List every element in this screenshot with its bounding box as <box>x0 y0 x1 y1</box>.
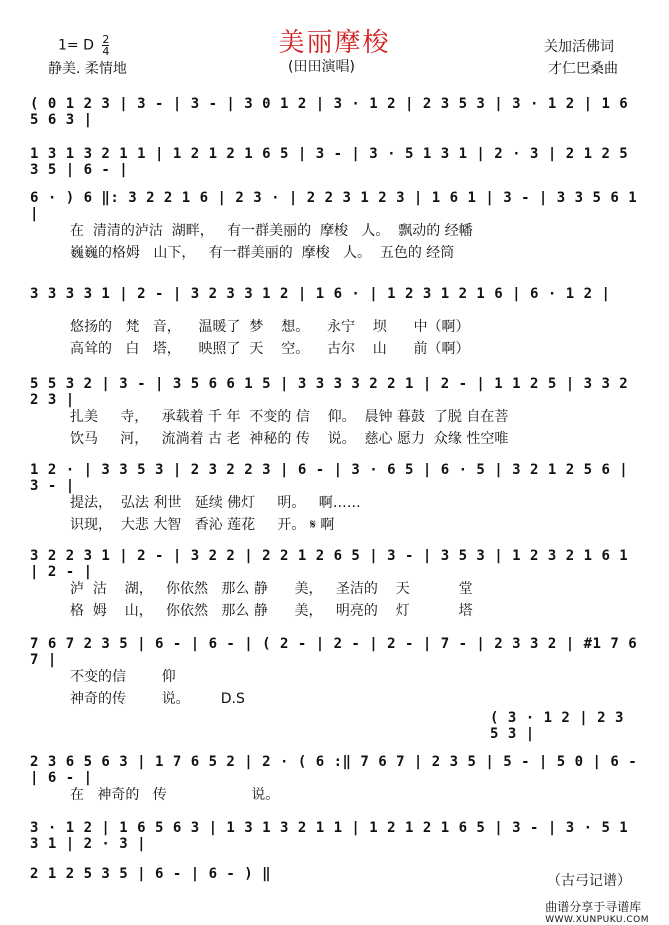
lyric-line: 提法， 弘法 利世 延续 佛灯 明。 啊…… <box>70 495 361 511</box>
lyric-line: 格 姆 山， 你依然 那么 静 美， 明亮的 灯 塔 <box>70 603 473 619</box>
notation-row: ( 3 · 1 2 | 2 3 5 3 | <box>490 710 624 742</box>
lyric-line: 悠扬的 梵 音， 温暖了 梦 想。 永宁 坝 中（啊） <box>70 319 470 335</box>
lyric-line: 神奇的传 说。 D.S <box>70 691 245 707</box>
lyric-line: 巍巍的格姆 山下， 有一群美丽的 摩梭 人。 五色的 经筒 <box>70 245 455 261</box>
lyric-line: 扎美 寺， 承载着 千 年 不变的 信 仰。 晨钟 暮鼓 了脱 自在菩 <box>70 409 509 425</box>
lyric-line: 在 清清的泸沽 湖畔， 有一群美丽的 摩梭 人。 飘动的 经幡 <box>70 223 473 239</box>
lyricist-credit: 关加活佛词 <box>544 39 614 55</box>
notation-row: 5 5 3 2 | 3 - | 3 5 6 6 1 5 | 3 3 3 3 2 2 1 | 2 - | 1 1 2 5 | 3 3 2 2 3 | <box>30 376 629 408</box>
song-title: 美丽摩梭 <box>278 28 391 58</box>
notation-row: 3 2 2 3 1 | 2 - | 3 2 2 | 2 2 1 2 6 5 | 3 - | 3 5 3 | 1 2 3 2 1 6 1 | 2 - | <box>30 548 629 580</box>
lyric-line: 识现， 大悲 大智 香沁 莲花 开。 𝄋 啊 <box>70 517 335 533</box>
lyric-line: 不变的信 仰 <box>70 669 176 685</box>
lyric-line: 在 神奇的 传 说。 <box>70 787 280 803</box>
notation-row: 3 3 3 3 1 | 2 - | 3 2 3 3 1 2 | 1 6 · | 1 2 3 1 2 1 6 | 6 · 1 2 | <box>30 286 611 302</box>
time-signature: $\frac{2}{4}$ <box>102 33 110 58</box>
lyric-line: 泸 沽 湖， 你依然 那么 静 美， 圣洁的 天 堂 <box>70 581 473 597</box>
notation-row: ( 0 1 2 3 | 3 - | 3 - | 3 0 1 2 | 3 · 1 2 | 2 3 5 3 | 3 · 1 2 | 1 6 5 6 3 | <box>30 96 629 128</box>
notation-row: 2 3 6 5 6 3 | 1 7 6 5 2 | 2 · ( 6 :‖ 7 6 7 | 2 3 5 | 5 - | 5 0 | 6 - | 6 - | <box>30 754 638 786</box>
notation-row: 3 · 1 2 | 1 6 5 6 3 | 1 3 1 3 2 1 1 | 1 2 1 2 1 6 5 | 3 - | 3 · 5 1 3 1 | 2 · 3 | <box>30 820 629 852</box>
lyric-line: 高耸的 白 塔， 映照了 天 空。 古尔 山 前（啊） <box>70 341 470 357</box>
singer-credit: (田田演唱) <box>288 59 355 75</box>
notation-row: 1 3 1 3 2 1 1 | 1 2 1 2 1 6 5 | 3 - | 3 · 5 1 3 1 | 2 · 3 | 2 1 2 5 3 5 | 6 - | <box>30 146 629 178</box>
transcriber-note: （古弓记谱） <box>547 873 631 889</box>
lyric-line: 饮马 河， 流淌着 古 老 神秘的 传 说。 慈心 愿力 众缘 性空唯 <box>70 431 509 447</box>
notation-row: 1 2 · | 3 3 5 3 | 2 3 2 2 3 | 6 - | 3 · 6 5 | 6 · 5 | 3 2 1 2 5 6 | 3 - | <box>30 462 629 494</box>
site-credit: 曲谱分享于寻谱库 WWW.XUNPUKU.COM <box>545 900 649 925</box>
mood-marking: 静美. 柔情地 <box>48 61 127 77</box>
key-signature: 1= D $\frac{2}{4}$ <box>58 33 110 58</box>
notation-row: 6 · ) 6 ‖: 3 2 2 1 6 | 2 3 · | 2 2 3 1 2 3 | 1 6 1 | 3 - | 3 3 5 6 1 | <box>30 190 638 222</box>
notation-row: 7 6 7 2 3 5 | 6 - | 6 - | ( 2 - | 2 - | 2 - | 7 - | 2 3 3 2 | #1 7 6 7 | <box>30 636 638 668</box>
notation-row: 2 1 2 5 3 5 | 6 - | 6 - ) ‖ <box>30 866 272 882</box>
composer-credit: 才仁巴桑曲 <box>548 61 618 77</box>
